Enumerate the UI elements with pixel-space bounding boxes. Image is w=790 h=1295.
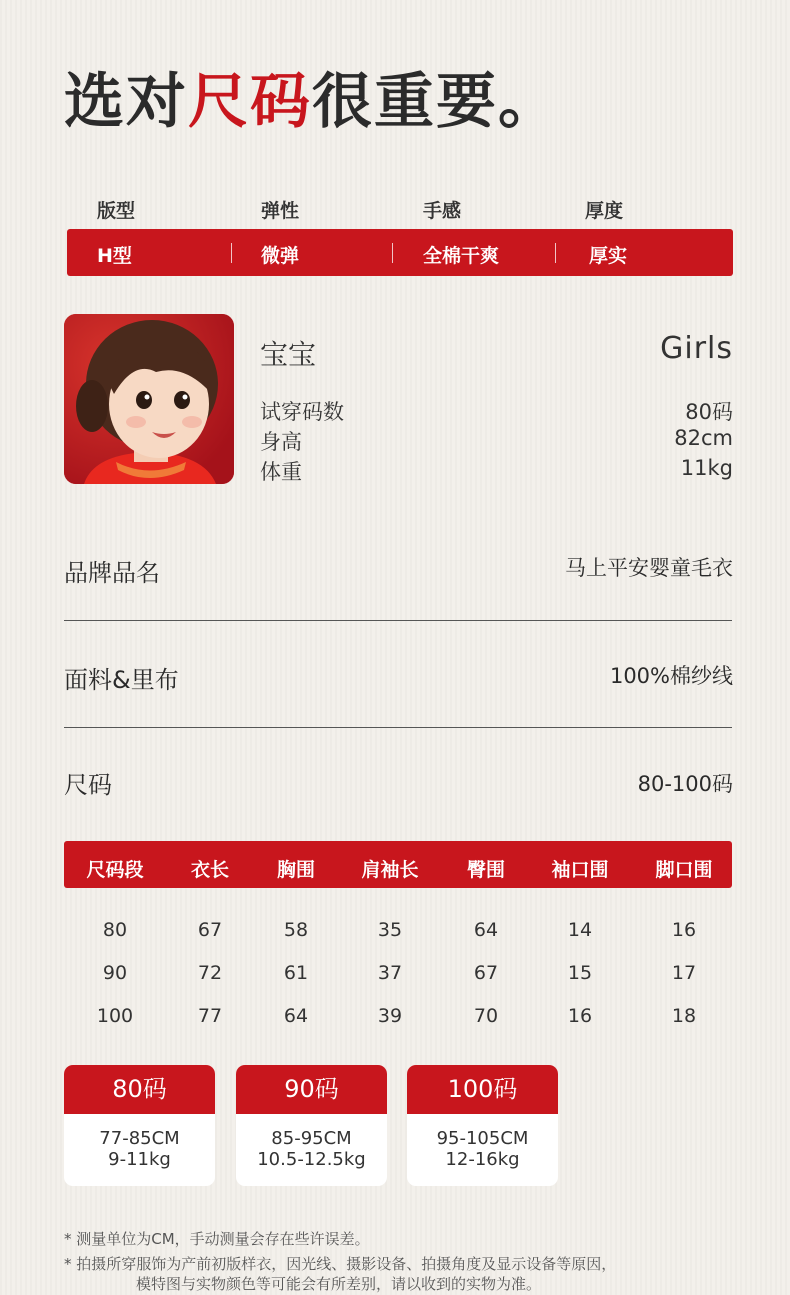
col-header-shoulder-sleeve: 肩袖长 [361,859,419,881]
table-cell: 15 [567,962,593,984]
table-cell: 18 [671,1005,697,1027]
stat-value-weight: 11kg [680,456,733,480]
note-photo-disclaimer-cont: 模特图与实物颜色等可能会有所差别，请以收到的实物为准。 [136,1275,542,1293]
col-header-leg-opening: 脚口围 [655,859,713,881]
model-gender: Girls [660,331,733,366]
attr-label-elasticity: 弹性 [261,200,300,222]
table-cell: 77 [197,1005,223,1027]
table-cell: 16 [671,919,697,941]
stat-label-weight: 体重 [260,460,302,484]
attr-label-feel: 手感 [423,200,462,222]
attr-value-elasticity: 微弹 [261,245,300,267]
col-header-chest: 胸围 [276,859,315,881]
table-cell: 100 [96,1005,134,1027]
child-portrait-image [64,314,234,484]
info-label-fabric: 面料&里布 [64,666,179,694]
stat-value-trial-size: 80码 [685,400,733,424]
info-value-brand: 马上平安婴童毛衣 [565,556,733,580]
table-cell: 35 [377,919,403,941]
model-name: 宝宝 [260,338,317,371]
table-cell: 72 [197,962,223,984]
table-cell: 64 [473,919,499,941]
attr-separator [392,243,393,263]
title-accent: 尺码 [188,67,312,137]
size-card-title: 80码 [64,1065,215,1114]
size-card-height: 77-85CM [99,1128,180,1149]
size-card-weight: 9-11kg [108,1149,171,1170]
col-header-length: 衣长 [190,859,229,881]
info-label-size: 尺码 [64,771,112,799]
size-card-title: 100码 [407,1065,558,1114]
title-part1: 选对 [64,67,188,137]
note-photo-disclaimer: * 拍摄所穿服饰为产前初版样衣，因光线、摄影设备、拍摄角度及显示设备等原因， [64,1255,617,1273]
size-card-90 [236,1065,387,1186]
divider [64,620,732,621]
size-card-title: 90码 [236,1065,387,1114]
attr-separator [231,243,232,263]
stat-label-trial-size: 试穿码数 [260,400,344,424]
table-cell: 16 [567,1005,593,1027]
stat-label-height: 身高 [260,430,302,454]
size-card-80 [64,1065,215,1186]
size-card-weight: 10.5-12.5kg [257,1149,366,1170]
info-label-brand: 品牌品名 [64,559,160,587]
table-cell: 39 [377,1005,403,1027]
table-cell: 67 [197,919,223,941]
page-title [64,67,560,137]
attr-value-feel: 全棉干爽 [423,245,500,267]
attr-value-thickness: 厚实 [589,245,628,267]
table-cell: 37 [377,962,403,984]
size-card-weight: 12-16kg [445,1149,520,1170]
divider [64,727,732,728]
table-cell: 61 [283,962,309,984]
table-cell: 67 [473,962,499,984]
model-photo [64,314,234,484]
attr-separator [555,243,556,263]
size-card-height: 85-95CM [271,1128,352,1149]
table-cell: 70 [473,1005,499,1027]
table-cell: 90 [102,962,128,984]
size-card-height: 95-105CM [436,1128,529,1149]
col-header-cuff: 袖口围 [551,859,609,881]
col-header-size-range: 尺码段 [86,859,144,881]
attribute-bar [67,229,733,276]
table-cell: 58 [283,919,309,941]
col-header-hip: 臀围 [466,859,505,881]
info-value-fabric: 100%棉纱线 [609,664,733,688]
table-cell: 80 [102,919,128,941]
stat-value-height: 82cm [674,426,733,450]
size-card-100 [407,1065,558,1186]
title-part2: 很重要。 [312,67,560,137]
note-measurement: * 测量单位为CM，手动测量会存在些许误差。 [64,1230,370,1248]
table-cell: 64 [283,1005,309,1027]
table-cell: 14 [567,919,593,941]
attr-label-thickness: 厚度 [585,200,624,222]
info-value-size: 80-100码 [637,772,733,796]
attr-value-fit: H型 [97,245,132,267]
table-cell: 17 [671,962,697,984]
attr-label-fit: 版型 [97,200,136,222]
